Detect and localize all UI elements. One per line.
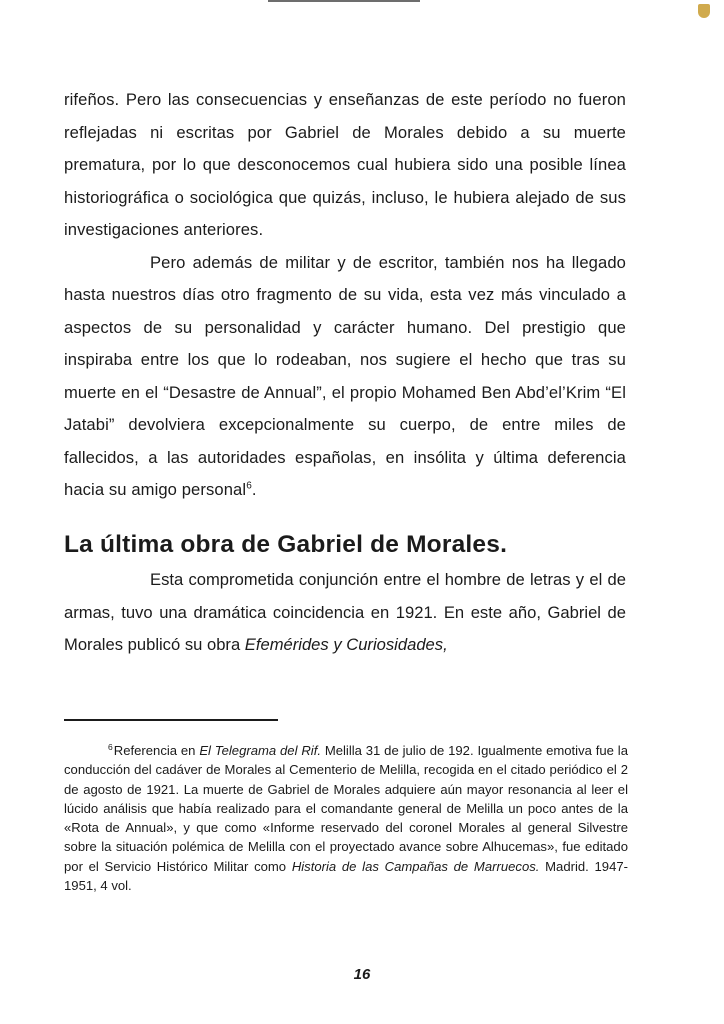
- paragraph-3: [64, 564, 626, 662]
- footnote-book-title: Historia de las Campañas de Marruecos.: [291, 858, 540, 874]
- footnote-text: [64, 741, 628, 895]
- paragraph-1: rifeños. Pero las consecuencias y enseñanzas de este período no fueron reflejadas ni escritas por Gabriel de Morales debido a su muerte prematura, por lo que desconocemos cual hubiera sido una posible línea historiográfica o sociológica que quizás, incluso, le hubiera alejado de sus investigaciones anteriores.: [64, 90, 626, 239]
- paragraph-2: [64, 247, 626, 507]
- footnote-marker: 6: [108, 741, 113, 752]
- paragraph-2-end: .: [251, 480, 257, 499]
- footnote-separator: [64, 719, 278, 721]
- main-text: [64, 84, 626, 507]
- footnote-part-1: Referencia en: [113, 743, 200, 758]
- footnote-part-3: Madrid. 1947-1951, 4 vol.: [64, 858, 628, 894]
- section-text: [64, 564, 626, 662]
- page-number: 16: [353, 966, 371, 983]
- footnote-newspaper-title: El Telegrama del Rif.: [199, 743, 321, 758]
- book-title-italic: Efemérides y Curiosidades,: [244, 635, 448, 654]
- footnote-reference[interactable]: 6: [246, 480, 252, 492]
- footnote-part-2: Melilla 31 de julio de 192. Igualmente emotiva fue la conducción del cadáver de Morales al Cementerio de Melilla, recogida en el citado periódico el 2 de agosto de 1921. La muerte de Gabriel de Morales adquiere aún mayor resonancia al leer el lúcido análisis que había realizado para el comandante general de Melilla un poco antes de la «Rota de Annual», y que como «Informe reservado del coronel Morales al general Silvestre sobre la situación polémica de Melilla con el proyectado avance sobre Alhucemas», fue editado por el Servicio Histórico Militar como: [64, 743, 628, 874]
- section-heading: La última obra de Gabriel de Morales.: [64, 531, 508, 558]
- paragraph-2-text: Pero además de militar y de escritor, también nos ha llegado hasta nuestros días otro fragmento de su vida, esta vez más vinculado a aspectos de su personalidad y carácter humano. Del prestigio que inspiraba entre los que lo rodeaban, nos sugiere el hecho que tras su muerte en el “Desastre de Annual”, el propio Mohamed Ben Abd’el’Krim “El Jatabi” devolviera excepcionalmente su cuerpo, de entre miles de fallecidos, a las autoridades españolas, en insólita y última deferencia hacia su amigo personal: [64, 252, 626, 499]
- paragraph-3-text: Esta comprometida conjunción entre el hombre de letras y el de armas, tuvo una dramática coincidencia en 1921. En este año, Gabriel de Morales publicó su obra: [64, 570, 626, 654]
- page-corner-mark: [698, 4, 710, 18]
- page-top-edge: [268, 0, 420, 2]
- footnote: [64, 741, 628, 895]
